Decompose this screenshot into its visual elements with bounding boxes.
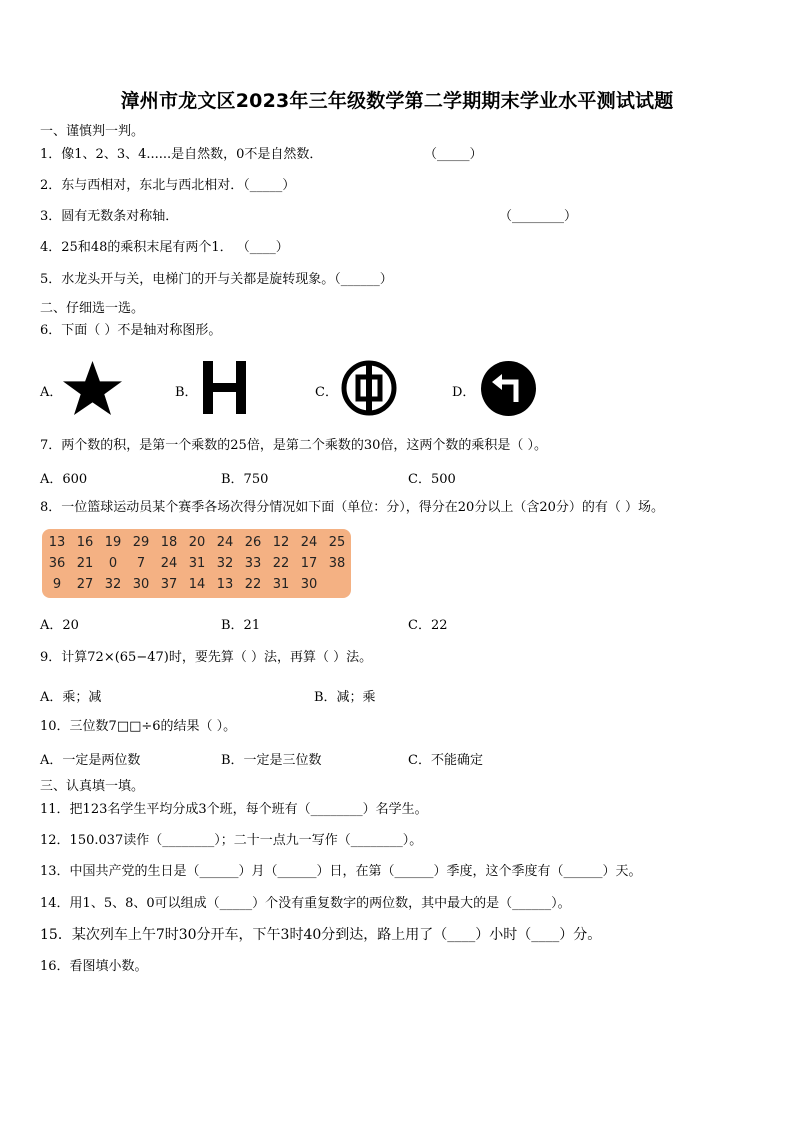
question-13: 13．中国共产党的生日是（______）月（______）日，在第（______）季度，这个季度有（______）天。 xyxy=(40,864,642,879)
score-row-3 xyxy=(42,577,351,597)
letter-h-icon xyxy=(203,361,246,414)
question-12: 12．150.037读作（________）；二十一点九一写作（________）。 xyxy=(40,833,423,848)
q10-option-a: A．一定是两位数 xyxy=(40,753,141,768)
score-cell: 13 xyxy=(48,535,66,550)
score-cell: 29 xyxy=(132,535,150,550)
score-cell: 20 xyxy=(188,535,206,550)
score-cell: 16 xyxy=(76,535,94,550)
score-cell: 30 xyxy=(300,577,318,592)
score-cell: 31 xyxy=(272,577,290,592)
score-cell: 38 xyxy=(328,556,346,571)
q6-option-a-label: A． xyxy=(40,385,63,400)
score-cell: 0 xyxy=(108,556,118,571)
score-cell: 37 xyxy=(160,577,178,592)
score-row-2 xyxy=(42,556,351,576)
question-3: 3．圆有无数条对称轴． xyxy=(40,209,179,224)
question-3-blank: （________） xyxy=(499,209,578,224)
section-fill: 三、认真填一填。 xyxy=(40,779,145,794)
score-cell: 24 xyxy=(300,535,318,550)
question-11: 11．把123名学生平均分成3个班，每个班有（________）名学生。 xyxy=(40,802,428,817)
score-cell: 26 xyxy=(244,535,262,550)
score-cell: 33 xyxy=(244,556,262,571)
score-cell: 32 xyxy=(104,577,122,592)
score-cell: 22 xyxy=(272,556,290,571)
score-cell: 12 xyxy=(272,535,290,550)
score-table xyxy=(42,529,351,598)
q9-option-b: B．减；乘 xyxy=(314,690,376,705)
question-9: 9．计算72×(65−47)时，要先算（ ）法，再算（ ）法。 xyxy=(40,650,373,665)
score-cell: 9 xyxy=(52,577,62,592)
question-16: 16．看图填小数。 xyxy=(40,959,148,974)
score-cell: 31 xyxy=(188,556,206,571)
score-cell: 7 xyxy=(136,556,146,571)
page-title: 漳州市龙文区2023年三年级数学第二学期期末学业水平测试试题 xyxy=(120,90,674,112)
q7-option-c: C．500 xyxy=(408,472,456,487)
section-choose: 二、仔细选一选。 xyxy=(40,301,145,316)
question-7: 7．两个数的积，是第一个乘数的25倍，是第二个乘数的30倍，这两个数的乘积是（ ）。 xyxy=(40,438,547,453)
question-1: 1．像1、2、3、4......是自然数，0不是自然数． xyxy=(40,147,323,162)
score-cell: 30 xyxy=(132,577,150,592)
question-8: 8．一位篮球运动员某个赛季各场次得分情况如下面（单位：分），得分在20分以上（含20分）的有（ ）场。 xyxy=(40,500,664,515)
question-10: 10．三位数7□□÷6的结果（ ）。 xyxy=(40,719,237,734)
q6-option-c-label: C． xyxy=(315,385,338,400)
question-15: 15．某次列车上午7时30分开车，下午3时40分到达，路上用了（____）小时（____）分。 xyxy=(40,927,602,943)
question-1-blank: （_____） xyxy=(424,147,483,162)
q6-option-d-label: D． xyxy=(452,385,476,400)
q7-option-b: B．750 xyxy=(221,472,269,487)
score-cell: 19 xyxy=(104,535,122,550)
q9-option-a: A．乘；减 xyxy=(40,690,102,705)
score-cell: 13 xyxy=(216,577,234,592)
q10-option-b: B．一定是三位数 xyxy=(221,753,322,768)
score-cell: 17 xyxy=(300,556,318,571)
bank-logo-icon xyxy=(341,360,397,416)
score-cell: 14 xyxy=(188,577,206,592)
score-cell: 32 xyxy=(216,556,234,571)
score-cell: 24 xyxy=(216,535,234,550)
star-icon xyxy=(61,360,124,416)
q8-option-c: C．22 xyxy=(408,618,448,633)
score-cell: 25 xyxy=(328,535,346,550)
turn-left-sign-icon xyxy=(480,360,537,417)
q6-option-b-label: B． xyxy=(175,385,198,400)
question-6: 6．下面（ ）不是轴对称图形。 xyxy=(40,323,222,338)
q7-option-a: A．600 xyxy=(40,472,88,487)
score-cell: 21 xyxy=(76,556,94,571)
q10-option-c: C．不能确定 xyxy=(408,753,483,768)
score-row-1 xyxy=(42,535,351,555)
q8-option-a: A．20 xyxy=(40,618,79,633)
score-cell: 36 xyxy=(48,556,66,571)
question-2: 2．东与西相对，东北与西北相对．（_____） xyxy=(40,178,296,193)
score-cell: 22 xyxy=(244,577,262,592)
score-cell: 24 xyxy=(160,556,178,571)
q8-option-b: B．21 xyxy=(221,618,261,633)
score-cell: 27 xyxy=(76,577,94,592)
question-14: 14．用1、5、8、0可以组成（_____）个没有重复数字的两位数，其中最大的是（______）。 xyxy=(40,896,571,911)
question-4: 4．25和48的乘积末尾有两个1． （____） xyxy=(40,240,289,255)
question-5: 5．水龙头开与关，电梯门的开与关都是旋转现象。（______） xyxy=(40,272,393,287)
section-judge: 一、谨慎判一判。 xyxy=(40,124,145,139)
score-cell: 18 xyxy=(160,535,178,550)
